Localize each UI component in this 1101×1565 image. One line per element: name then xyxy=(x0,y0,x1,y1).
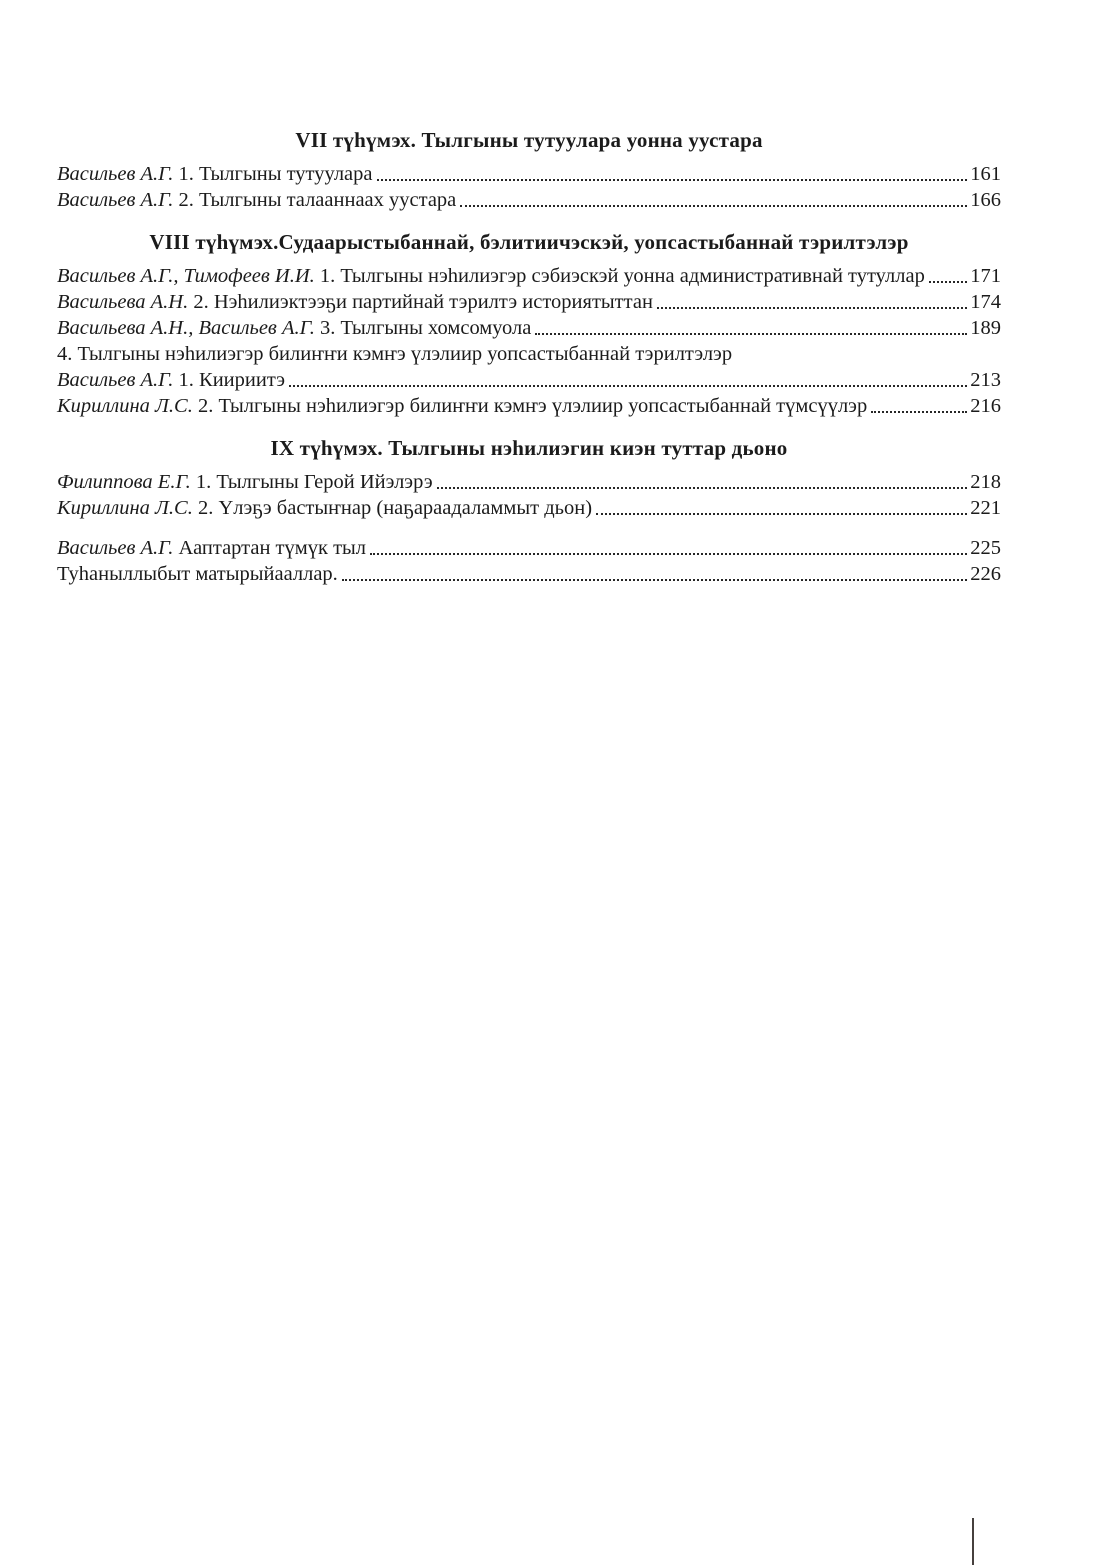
entry-page-number: 189 xyxy=(970,317,1001,339)
toc-entry xyxy=(57,161,1001,187)
dot-leader xyxy=(871,411,967,413)
dot-leader xyxy=(342,579,967,581)
entry-title: 1. Киириитэ xyxy=(178,369,286,391)
toc-content xyxy=(57,127,1001,601)
dot-leader xyxy=(657,307,967,309)
toc-entry xyxy=(57,561,1001,587)
toc-entry xyxy=(57,535,1001,561)
section-heading: VII түһүмэх. Тылгыны тутуулара уонна уустара xyxy=(295,128,763,152)
entry-title: 2. Тылгыны талааннаах уустара xyxy=(178,189,457,211)
toc-entry xyxy=(57,495,1001,521)
dot-leader xyxy=(370,553,967,555)
entry-authors: Васильев А.Г. xyxy=(57,537,174,559)
entry-title: 2. Тылгыны нэһилиэгэр билиҥҥи кэмҥэ үлэлиир уопсастыбаннай түмсүүлэр xyxy=(197,395,868,417)
entry-authors: Васильева А.Н., Васильев А.Г. xyxy=(57,317,315,339)
entry-page-number: 221 xyxy=(970,497,1001,519)
entry-page-number: 213 xyxy=(970,369,1001,391)
entry-text xyxy=(57,495,592,521)
entry-text xyxy=(57,367,285,393)
toc-entry xyxy=(57,315,1001,341)
entry-text xyxy=(57,161,373,187)
entry-text xyxy=(57,561,338,587)
entry-title: 4. Тылгыны нэһилиэгэр билиҥҥи кэмҥэ үлэлиир уопсастыбаннай тэрилтэлэр xyxy=(57,343,733,365)
dot-leader xyxy=(929,281,967,283)
toc-entry xyxy=(57,187,1001,213)
entry-text xyxy=(57,187,456,213)
entry-authors: Васильев А.Г. xyxy=(57,369,174,391)
entry-authors: Васильева А.Н. xyxy=(57,291,189,313)
entry-text xyxy=(57,315,531,341)
section-vii xyxy=(57,127,1001,213)
dot-leader xyxy=(460,205,967,207)
section-viii xyxy=(57,229,1001,419)
entry-text xyxy=(57,393,867,419)
entry-page-number: 216 xyxy=(970,395,1001,417)
entry-authors: Филиппова Е.Г. xyxy=(57,471,191,493)
entry-title: 3. Тылгыны хомсомуола xyxy=(319,317,532,339)
entry-title: 2. Нэһилиэктээҕи партийнай тэрилтэ историятыттан xyxy=(193,291,653,313)
entry-title: Туһаныллыбыт матырыйааллар. xyxy=(57,563,338,585)
entry-page-number: 166 xyxy=(970,189,1001,211)
section-heading: IX түһүмэх. Тылгыны нэһилиэгин киэн туттар дьоно xyxy=(270,436,788,460)
entry-authors: Кириллина Л.С. xyxy=(57,395,193,417)
dot-leader xyxy=(596,513,967,515)
entry-page-number: 226 xyxy=(970,563,1001,585)
entry-text xyxy=(57,263,925,289)
entry-text xyxy=(57,535,366,561)
entry-page-number: 171 xyxy=(970,265,1001,287)
entry-title: 1. Тылгыны тутуулара xyxy=(178,163,373,185)
entry-title: Ааптартан түмүк тыл xyxy=(178,537,367,559)
entry-authors: Васильев А.Г. xyxy=(57,189,174,211)
section-heading: VIII түһүмэх.Судаарыстыбаннай, бэлитиичэскэй, уопсастыбаннай тэрилтэлэр xyxy=(149,230,909,254)
dot-leader xyxy=(289,385,967,387)
dot-leader xyxy=(535,333,967,335)
entry-page-number: 161 xyxy=(970,163,1001,185)
entry-page-number: 174 xyxy=(970,291,1001,313)
entry-authors: Кириллина Л.С. xyxy=(57,497,193,519)
scan-artifact-line xyxy=(972,1518,974,1565)
entry-page-number: 218 xyxy=(970,471,1001,493)
entry-text xyxy=(57,341,732,367)
section-back-matter xyxy=(57,535,1001,587)
entry-title: 1. Тылгыны нэһилиэгэр сэбиэскэй уонна административнай тутуллар xyxy=(319,265,925,287)
entry-text xyxy=(57,469,433,495)
toc-entry xyxy=(57,263,1001,289)
toc-entry xyxy=(57,341,1001,367)
dot-leader xyxy=(377,179,968,181)
entry-authors: Васильев А.Г., Тимофеев И.И. xyxy=(57,265,315,287)
toc-entry xyxy=(57,393,1001,419)
entry-title: 1. Тылгыны Герой Ийэлэрэ xyxy=(195,471,433,493)
dot-leader xyxy=(437,487,968,489)
entry-page-number: 225 xyxy=(970,537,1001,559)
toc-entry xyxy=(57,367,1001,393)
entry-title: 2. Үлэҕэ бастыҥнар (наҕараадаламмыт дьон) xyxy=(197,497,593,519)
entry-text xyxy=(57,289,653,315)
entry-authors: Васильев А.Г. xyxy=(57,163,174,185)
toc-entry xyxy=(57,289,1001,315)
toc-entry xyxy=(57,469,1001,495)
section-ix xyxy=(57,435,1001,521)
